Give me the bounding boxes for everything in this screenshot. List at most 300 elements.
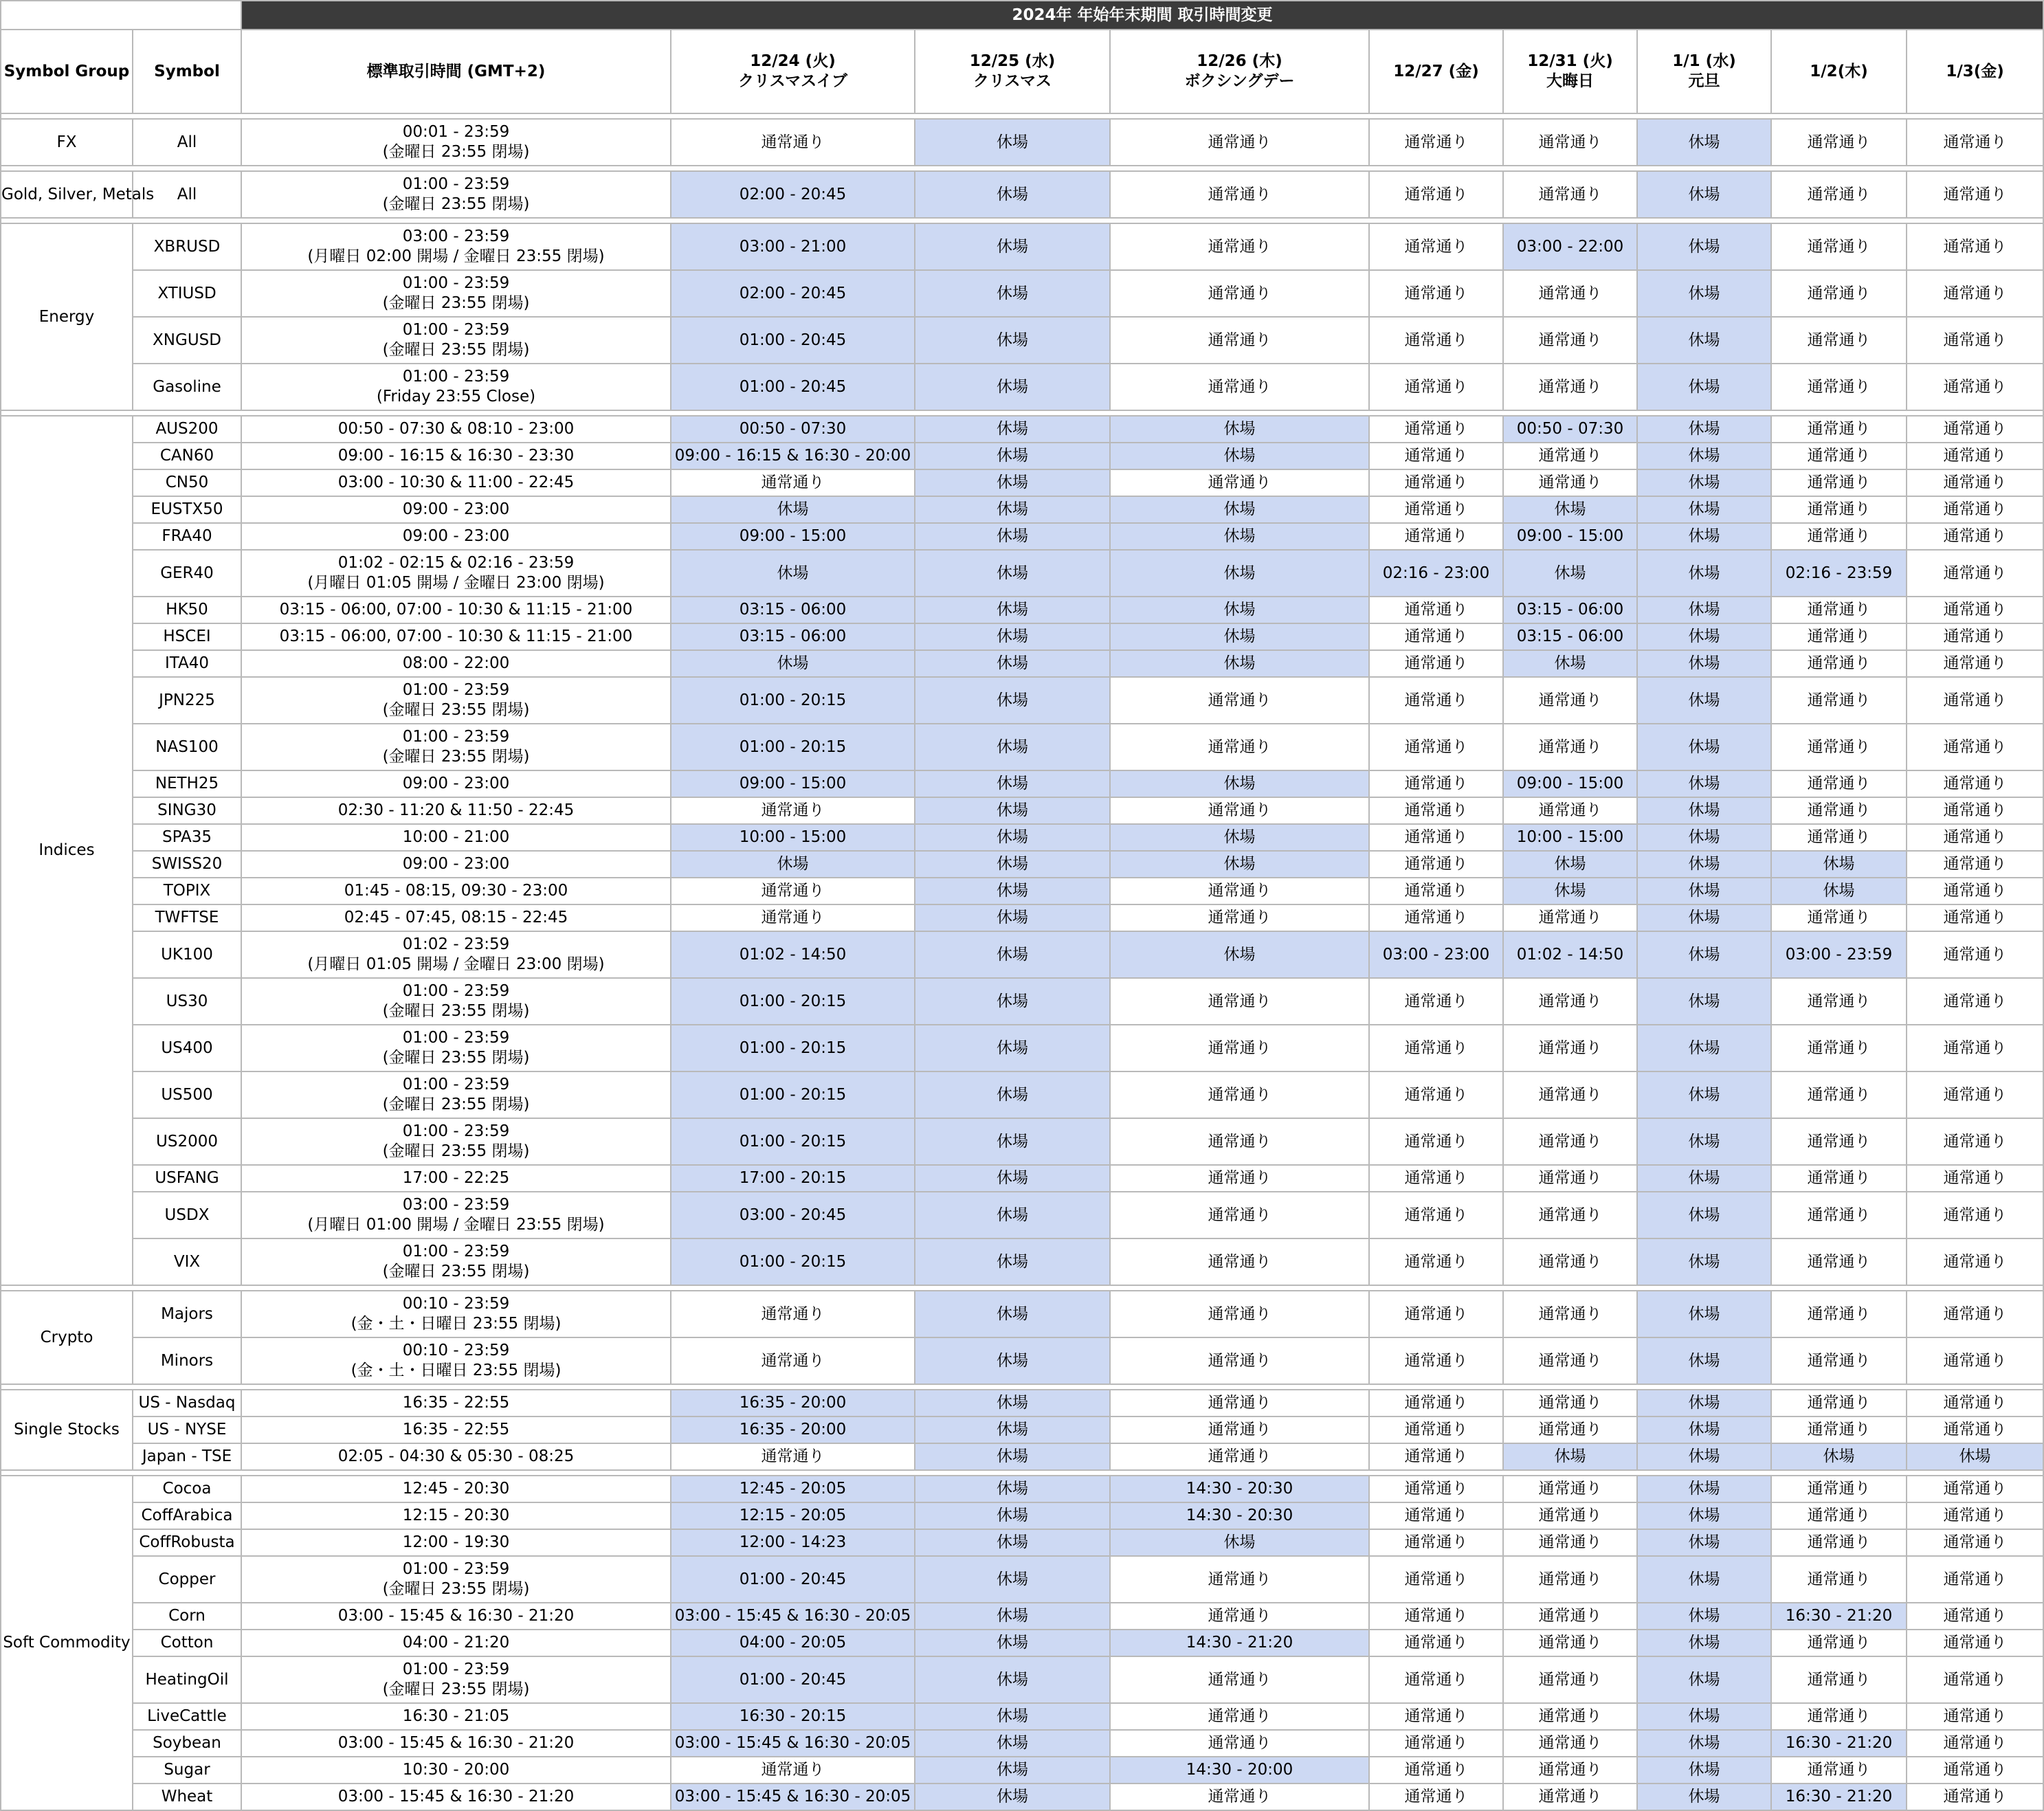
day-hours-cell: 休場 <box>915 1165 1110 1192</box>
day-hours-cell: 休場 <box>1110 597 1369 623</box>
table-row <box>1 469 2043 496</box>
group-separator <box>1 1285 2043 1291</box>
day-hours-cell: 通常通り <box>1503 1238 1637 1285</box>
day-hours-cell: 通常通り <box>1503 1071 1637 1118</box>
day-hours-cell: 通常通り <box>1503 1630 1637 1656</box>
day-hours-cell: 通常通り <box>1907 1784 2043 1810</box>
day-hours-cell: 通常通り <box>1369 650 1503 677</box>
standard-hours-line: 01:45 - 08:15, 09:30 - 23:00 <box>344 882 568 900</box>
header-date-line: 12/26 (木) <box>1197 52 1282 70</box>
day-hours-cell: 通常通り <box>1110 1730 1369 1757</box>
day-hours-cell: 通常通り <box>1110 1656 1369 1703</box>
standard-hours-cell <box>241 1603 671 1630</box>
day-hours-cell: 休場 <box>671 496 915 523</box>
day-hours-cell: 通常通り <box>1907 1757 2043 1784</box>
day-hours-cell: 休場 <box>1771 851 1907 878</box>
standard-hours-cell <box>241 824 671 851</box>
standard-hours-cell <box>241 1703 671 1730</box>
day-hours-cell: 通常通り <box>1771 523 1907 550</box>
day-hours-cell: 休場 <box>1637 1192 1771 1238</box>
day-hours-cell: 通常通り <box>1369 1656 1503 1703</box>
standard-hours-line: 00:50 - 07:30 & 08:10 - 23:00 <box>337 420 575 438</box>
day-hours-cell: 休場 <box>915 317 1110 364</box>
day-hours-cell: 通常通り <box>1369 1238 1503 1285</box>
header-date <box>1503 30 1637 113</box>
day-hours-cell: 休場 <box>1637 931 1771 978</box>
standard-hours-line: (金・土・日曜日 23:55 閉場) <box>351 1315 562 1333</box>
day-hours-cell: 通常通り <box>1369 1443 1503 1470</box>
day-hours-cell: 通常通り <box>1369 1784 1503 1810</box>
day-hours-cell: 01:00 - 20:15 <box>671 1118 915 1165</box>
day-hours-cell: 通常通り <box>1771 677 1907 724</box>
table-row <box>1 1784 2043 1810</box>
day-hours-cell: 休場 <box>1637 677 1771 724</box>
day-hours-cell: 通常通り <box>1369 1476 1503 1502</box>
day-hours-cell: 通常通り <box>1503 1476 1637 1502</box>
day-hours-cell: 休場 <box>1637 797 1771 824</box>
day-hours-cell: 14:30 - 20:30 <box>1110 1502 1369 1529</box>
day-hours-cell: 通常通り <box>1503 1784 1637 1810</box>
day-hours-cell: 14:30 - 21:20 <box>1110 1630 1369 1656</box>
day-hours-cell: 通常通り <box>1503 317 1637 364</box>
day-hours-cell: 休場 <box>1637 597 1771 623</box>
day-hours-cell: 通常通り <box>1503 677 1637 724</box>
standard-hours-cell <box>241 623 671 650</box>
symbol-cell: Minors <box>133 1337 241 1384</box>
day-hours-cell: 通常通り <box>1110 1071 1369 1118</box>
day-hours-cell: 通常通り <box>1369 1118 1503 1165</box>
table-row <box>1 1337 2043 1384</box>
day-hours-cell: 16:30 - 20:15 <box>671 1703 915 1730</box>
table-row <box>1 1476 2043 1502</box>
symbol-cell: TOPIX <box>133 878 241 904</box>
day-hours-cell: 通常通り <box>1110 223 1369 270</box>
day-hours-cell: 通常通り <box>1369 597 1503 623</box>
day-hours-cell: 休場 <box>915 931 1110 978</box>
day-hours-cell: 通常通り <box>1907 1416 2043 1443</box>
day-hours-cell: 通常通り <box>1503 1165 1637 1192</box>
standard-hours-cell <box>241 1757 671 1784</box>
day-hours-cell: 休場 <box>915 878 1110 904</box>
day-hours-cell: 03:00 - 15:45 & 16:30 - 20:05 <box>671 1784 915 1810</box>
standard-hours-line: (金曜日 23:55 閉場) <box>382 195 530 213</box>
day-hours-cell: 通常通り <box>1907 851 2043 878</box>
day-hours-cell: 通常通り <box>1907 1656 2043 1703</box>
day-hours-cell: 休場 <box>1637 119 1771 166</box>
standard-hours-line: 00:10 - 23:59 <box>402 1295 510 1313</box>
day-hours-cell: 09:00 - 15:00 <box>671 770 915 797</box>
day-hours-cell: 通常通り <box>1907 1529 2043 1556</box>
day-hours-cell: 通常通り <box>1369 469 1503 496</box>
day-hours-cell: 休場 <box>1637 1443 1771 1470</box>
standard-hours-line: 03:00 - 15:45 & 16:30 - 21:20 <box>337 1607 575 1625</box>
standard-hours-cell <box>241 1656 671 1703</box>
day-hours-cell: 12:45 - 20:05 <box>671 1476 915 1502</box>
table-row <box>1 597 2043 623</box>
day-hours-cell: 通常通り <box>1369 1529 1503 1556</box>
day-hours-cell: 通常通り <box>1110 1603 1369 1630</box>
standard-hours-line: (Friday 23:55 Close) <box>376 388 536 405</box>
day-hours-cell: 03:15 - 06:00 <box>1503 597 1637 623</box>
day-hours-cell: 休場 <box>1110 931 1369 978</box>
symbol-cell: CoffArabica <box>133 1502 241 1529</box>
standard-hours-line: 09:00 - 16:15 & 16:30 - 23:30 <box>337 447 575 465</box>
day-hours-cell: 休場 <box>1637 1476 1771 1502</box>
symbol-cell: EUSTX50 <box>133 496 241 523</box>
day-hours-cell: 01:00 - 20:15 <box>671 1025 915 1071</box>
day-hours-cell: 通常通り <box>1369 623 1503 650</box>
standard-hours-line: (金曜日 23:55 閉場) <box>382 294 530 312</box>
day-hours-cell: 休場 <box>915 443 1110 469</box>
day-hours-cell: 通常通り <box>1907 1603 2043 1630</box>
symbol-cell: XNGUSD <box>133 317 241 364</box>
day-hours-cell: 休場 <box>1637 223 1771 270</box>
day-hours-cell: 休場 <box>915 1757 1110 1784</box>
table-row <box>1 677 2043 724</box>
day-hours-cell: 通常通り <box>1771 1476 1907 1502</box>
day-hours-cell: 通常通り <box>671 1291 915 1337</box>
day-hours-cell: 通常通り <box>1771 1656 1907 1703</box>
day-hours-cell: 休場 <box>1637 1238 1771 1285</box>
table-row <box>1 1192 2043 1238</box>
day-hours-cell: 通常通り <box>1771 317 1907 364</box>
group-separator <box>1 218 2043 223</box>
symbol-cell: Cocoa <box>133 1476 241 1502</box>
day-hours-cell: 休場 <box>915 623 1110 650</box>
table-row <box>1 1730 2043 1757</box>
header-date-line: 12/24 (火) <box>750 52 836 70</box>
day-hours-cell: 休場 <box>915 724 1110 770</box>
standard-hours-line: 04:00 - 21:20 <box>402 1634 510 1652</box>
standard-hours-line: (月曜日 02:00 開場 / 金曜日 23:55 閉場) <box>307 247 605 265</box>
symbol-cell: US - NYSE <box>133 1416 241 1443</box>
day-hours-cell: 通常通り <box>671 119 915 166</box>
header-date-line: 12/25 (水) <box>969 52 1056 70</box>
day-hours-cell: 休場 <box>915 978 1110 1025</box>
day-hours-cell: 16:30 - 21:20 <box>1771 1784 1907 1810</box>
day-hours-cell: 通常通り <box>1110 1390 1369 1416</box>
day-hours-cell: 通常通り <box>1771 978 1907 1025</box>
day-hours-cell: 通常通り <box>1110 270 1369 317</box>
table-row <box>1 1630 2043 1656</box>
table-row <box>1 1556 2043 1603</box>
day-hours-cell: 通常通り <box>1503 1291 1637 1337</box>
day-hours-cell: 休場 <box>915 1238 1110 1285</box>
day-hours-cell: 通常通り <box>1771 724 1907 770</box>
day-hours-cell: 通常通り <box>1369 443 1503 469</box>
day-hours-cell: 10:00 - 15:00 <box>1503 824 1637 851</box>
symbol-group-cell: Gold, Silver, Metals <box>1 171 133 218</box>
table-row <box>1 904 2043 931</box>
symbol-cell: NAS100 <box>133 724 241 770</box>
day-hours-cell: 通常通り <box>1110 1291 1369 1337</box>
standard-hours-line: 03:00 - 15:45 & 16:30 - 21:20 <box>337 1788 575 1806</box>
day-hours-cell: 通常通り <box>1907 724 2043 770</box>
day-hours-cell: 01:00 - 20:15 <box>671 1238 915 1285</box>
standard-hours-cell <box>241 416 671 443</box>
day-hours-cell: 通常通り <box>1110 119 1369 166</box>
day-hours-cell: 休場 <box>1637 978 1771 1025</box>
day-hours-cell: 通常通り <box>1110 724 1369 770</box>
day-hours-cell: 通常通り <box>1503 1118 1637 1165</box>
symbol-cell: US - Nasdaq <box>133 1390 241 1416</box>
day-hours-cell: 休場 <box>1637 1757 1771 1784</box>
day-hours-cell: 休場 <box>1637 1025 1771 1071</box>
day-hours-cell: 通常通り <box>1503 1757 1637 1784</box>
day-hours-cell: 通常通り <box>1907 496 2043 523</box>
table-row <box>1 931 2043 978</box>
day-hours-cell: 通常通り <box>1503 171 1637 218</box>
day-hours-cell: 通常通り <box>1503 904 1637 931</box>
day-hours-cell: 通常通り <box>1771 650 1907 677</box>
table-row <box>1 523 2043 550</box>
standard-hours-cell <box>241 523 671 550</box>
day-hours-cell: 16:35 - 20:00 <box>671 1390 915 1416</box>
day-hours-cell: 休場 <box>915 1118 1110 1165</box>
standard-hours-line: 02:45 - 07:45, 08:15 - 22:45 <box>344 909 568 926</box>
standard-hours-cell <box>241 223 671 270</box>
group-separator <box>1 1384 2043 1390</box>
header-date <box>915 30 1110 113</box>
standard-hours-line: 12:15 - 20:30 <box>402 1507 510 1524</box>
standard-hours-line: 16:35 - 22:55 <box>402 1394 510 1412</box>
day-hours-cell: 通常通り <box>1369 171 1503 218</box>
day-hours-cell: 通常通り <box>1369 223 1503 270</box>
day-hours-cell: 通常通り <box>1369 677 1503 724</box>
day-hours-cell: 休場 <box>915 1291 1110 1337</box>
standard-hours-cell <box>241 364 671 410</box>
table-row <box>1 1291 2043 1337</box>
day-hours-cell: 12:00 - 14:23 <box>671 1529 915 1556</box>
day-hours-cell: 通常通り <box>1110 1238 1369 1285</box>
day-hours-cell: 休場 <box>915 1529 1110 1556</box>
day-hours-cell: 通常通り <box>1771 1337 1907 1384</box>
symbol-cell: HSCEI <box>133 623 241 650</box>
day-hours-cell: 休場 <box>1637 1784 1771 1810</box>
symbol-cell: HK50 <box>133 597 241 623</box>
table-row <box>1 1703 2043 1730</box>
table-row <box>1 496 2043 523</box>
symbol-cell: JPN225 <box>133 677 241 724</box>
header-date <box>1369 30 1503 113</box>
day-hours-cell: 通常通り <box>1907 1118 2043 1165</box>
standard-hours-cell <box>241 931 671 978</box>
day-hours-cell: 通常通り <box>1369 1025 1503 1071</box>
table-row <box>1 1443 2043 1470</box>
standard-hours-cell <box>241 1476 671 1502</box>
day-hours-cell: 休場 <box>1637 770 1771 797</box>
day-hours-cell: 休場 <box>1110 416 1369 443</box>
day-hours-cell: 通常通り <box>1503 1556 1637 1603</box>
day-hours-cell: 通常通り <box>1907 1703 2043 1730</box>
standard-hours-line: 03:00 - 15:45 & 16:30 - 21:20 <box>337 1734 575 1752</box>
symbol-cell: All <box>133 119 241 166</box>
day-hours-cell: 通常通り <box>1907 1071 2043 1118</box>
standard-hours-line: 01:00 - 23:59 <box>402 1076 510 1093</box>
symbol-group-cell: Energy <box>1 223 133 410</box>
day-hours-cell: 02:00 - 20:45 <box>671 171 915 218</box>
day-hours-cell: 休場 <box>915 1443 1110 1470</box>
day-hours-cell: 通常通り <box>1771 1556 1907 1603</box>
day-hours-cell: 休場 <box>1637 317 1771 364</box>
standard-hours-line: (金曜日 23:55 閉場) <box>382 143 530 161</box>
table-row <box>1 1165 2043 1192</box>
day-hours-cell: 通常通り <box>1907 550 2043 597</box>
day-hours-cell: 休場 <box>915 223 1110 270</box>
standard-hours-cell <box>241 904 671 931</box>
day-hours-cell: 休場 <box>1637 1730 1771 1757</box>
day-hours-cell: 休場 <box>915 1603 1110 1630</box>
day-hours-cell: 通常通り <box>1907 1630 2043 1656</box>
header-date-line: 12/27 (金) <box>1393 62 1479 80</box>
day-hours-cell: 休場 <box>915 469 1110 496</box>
day-hours-cell: 01:00 - 20:15 <box>671 978 915 1025</box>
day-hours-cell: 通常通り <box>1771 416 1907 443</box>
standard-hours-line: 03:00 - 23:59 <box>402 1196 510 1214</box>
day-hours-cell: 通常通り <box>1369 1165 1503 1192</box>
day-hours-cell: 通常通り <box>1369 1630 1503 1656</box>
day-hours-cell: 休場 <box>1503 496 1637 523</box>
day-hours-cell: 04:00 - 20:05 <box>671 1630 915 1656</box>
day-hours-cell: 休場 <box>1110 650 1369 677</box>
day-hours-cell: 休場 <box>1637 1556 1771 1603</box>
standard-hours-line: 03:15 - 06:00, 07:00 - 10:30 & 11:15 - 21:00 <box>279 627 633 645</box>
day-hours-cell: 通常通り <box>1907 978 2043 1025</box>
day-hours-cell: 通常通り <box>1907 1192 2043 1238</box>
day-hours-cell: 通常通り <box>1907 1502 2043 1529</box>
standard-hours-cell <box>241 1730 671 1757</box>
day-hours-cell: 休場 <box>1110 623 1369 650</box>
symbol-cell: GER40 <box>133 550 241 597</box>
day-hours-cell: 通常通り <box>1369 724 1503 770</box>
day-hours-cell: 03:15 - 06:00 <box>671 597 915 623</box>
table-title: 2024年 年始年末期間 取引時間変更 <box>241 1 2043 30</box>
standard-hours-line: 16:30 - 21:05 <box>402 1707 510 1725</box>
day-hours-cell: 休場 <box>915 496 1110 523</box>
standard-hours-cell <box>241 1238 671 1285</box>
day-hours-cell: 通常通り <box>1503 1416 1637 1443</box>
day-hours-cell: 02:16 - 23:00 <box>1369 550 1503 597</box>
day-hours-cell: 休場 <box>915 1025 1110 1071</box>
day-hours-cell: 休場 <box>915 904 1110 931</box>
standard-hours-cell <box>241 1165 671 1192</box>
day-hours-cell: 通常通り <box>1771 904 1907 931</box>
standard-hours-line: 01:00 - 23:59 <box>402 1122 510 1140</box>
symbol-cell: NETH25 <box>133 770 241 797</box>
header-date-line: クリスマス <box>973 72 1052 90</box>
day-hours-cell: 休場 <box>915 1192 1110 1238</box>
day-hours-cell: 通常通り <box>1907 623 2043 650</box>
standard-hours-line: 09:00 - 23:00 <box>402 500 510 518</box>
day-hours-cell: 通常通り <box>1771 1025 1907 1071</box>
day-hours-cell: 休場 <box>1637 1337 1771 1384</box>
day-hours-cell: 休場 <box>1110 770 1369 797</box>
day-hours-cell: 通常通り <box>1110 1118 1369 1165</box>
standard-hours-line: 01:00 - 23:59 <box>402 681 510 699</box>
standard-hours-cell <box>241 597 671 623</box>
symbol-group-cell: Soft Commodity <box>1 1476 133 1810</box>
day-hours-cell: 14:30 - 20:00 <box>1110 1757 1369 1784</box>
header-date-line: 大晦日 <box>1546 72 1594 90</box>
day-hours-cell: 通常通り <box>1907 1291 2043 1337</box>
day-hours-cell: 休場 <box>1637 523 1771 550</box>
group-separator <box>1 1470 2043 1476</box>
day-hours-cell: 通常通り <box>1110 1556 1369 1603</box>
table-row <box>1 650 2043 677</box>
day-hours-cell: 通常通り <box>1907 171 2043 218</box>
day-hours-cell: 休場 <box>915 1416 1110 1443</box>
day-hours-cell: 03:00 - 23:00 <box>1369 931 1503 978</box>
day-hours-cell: 通常通り <box>1771 270 1907 317</box>
day-hours-cell: 休場 <box>1637 724 1771 770</box>
standard-hours-line: (金曜日 23:55 閉場) <box>382 1142 530 1160</box>
day-hours-cell: 通常通り <box>1503 119 1637 166</box>
day-hours-cell: 通常通り <box>1503 364 1637 410</box>
standard-hours-line: (金曜日 23:55 閉場) <box>382 1096 530 1113</box>
header-date-line: 元旦 <box>1688 72 1720 90</box>
day-hours-cell: 休場 <box>1110 523 1369 550</box>
day-hours-cell: 通常通り <box>1907 1165 2043 1192</box>
day-hours-cell: 通常通り <box>1907 931 2043 978</box>
table-row <box>1 1502 2043 1529</box>
day-hours-cell: 休場 <box>1503 878 1637 904</box>
day-hours-cell: 通常通り <box>1771 1192 1907 1238</box>
standard-hours-line: 02:05 - 04:30 & 05:30 - 08:25 <box>337 1447 575 1465</box>
day-hours-cell: 通常通り <box>1369 364 1503 410</box>
day-hours-cell: 09:00 - 16:15 & 16:30 - 20:00 <box>671 443 915 469</box>
day-hours-cell: 休場 <box>1907 1443 2043 1470</box>
day-hours-cell: 16:35 - 20:00 <box>671 1416 915 1443</box>
standard-hours-line: (金曜日 23:55 閉場) <box>382 1680 530 1698</box>
day-hours-cell: 通常通り <box>1907 443 2043 469</box>
table-row <box>1 317 2043 364</box>
symbol-cell: UK100 <box>133 931 241 978</box>
header-symbol-group: Symbol Group <box>1 30 133 113</box>
day-hours-cell: 通常通り <box>1771 1118 1907 1165</box>
day-hours-cell: 通常通り <box>1503 1502 1637 1529</box>
day-hours-cell: 01:00 - 20:45 <box>671 1556 915 1603</box>
day-hours-cell: 休場 <box>1637 171 1771 218</box>
symbol-cell: Soybean <box>133 1730 241 1757</box>
symbol-cell: HeatingOil <box>133 1656 241 1703</box>
day-hours-cell: 休場 <box>1637 469 1771 496</box>
day-hours-cell: 通常通り <box>1110 317 1369 364</box>
day-hours-cell: 休場 <box>1637 1603 1771 1630</box>
standard-hours-cell <box>241 1291 671 1337</box>
standard-hours-line: 01:02 - 23:59 <box>402 935 510 953</box>
day-hours-cell: 01:00 - 20:15 <box>671 677 915 724</box>
day-hours-cell: 休場 <box>915 270 1110 317</box>
day-hours-cell: 通常通り <box>1503 469 1637 496</box>
day-hours-cell: 通常通り <box>1907 824 2043 851</box>
day-hours-cell: 通常通り <box>1771 119 1907 166</box>
day-hours-cell: 通常通り <box>1771 824 1907 851</box>
day-hours-cell: 通常通り <box>1907 469 2043 496</box>
day-hours-cell: 休場 <box>1637 1656 1771 1703</box>
symbol-cell: Japan - TSE <box>133 1443 241 1470</box>
day-hours-cell: 09:00 - 15:00 <box>671 523 915 550</box>
day-hours-cell: 通常通り <box>1369 523 1503 550</box>
table-row <box>1 1603 2043 1630</box>
day-hours-cell: 通常通り <box>1771 1390 1907 1416</box>
day-hours-cell: 通常通り <box>1907 317 2043 364</box>
table-row <box>1 797 2043 824</box>
table-row <box>1 443 2043 469</box>
day-hours-cell: 02:00 - 20:45 <box>671 270 915 317</box>
day-hours-cell: 通常通り <box>1771 223 1907 270</box>
table-row <box>1 1656 2043 1703</box>
standard-hours-line: 01:00 - 23:59 <box>402 274 510 292</box>
